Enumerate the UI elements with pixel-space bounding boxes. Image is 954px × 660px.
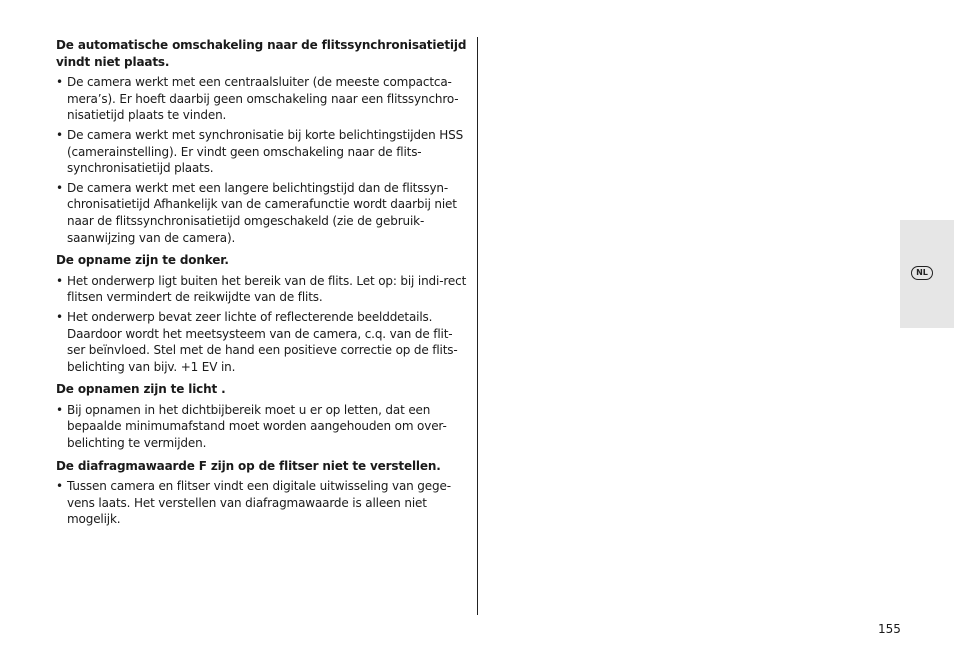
section-heading: De automatische omschakeling naar de flitssynchronisatietijd vindt niet plaats. — [56, 38, 467, 69]
list-item — [56, 180, 468, 246]
list-item-text: Het onderwerp bevat zeer lichte of reflecterende beelddetails. Daardoor wordt het meetsysteem van de camera, c.q. van de flit-ser beïnvloed. Stel met de hand een positieve correctie op de flits-belichting van bijv. +1 EV in. — [67, 309, 458, 374]
list-item-text: Tussen camera en flitser vindt een digitale uitwisseling van gege-vens laats. Het verstellen van diafragmawaarde is alleen niet mogelijk. — [67, 479, 451, 527]
list-item-text: De camera werkt met een langere belichtingstijd dan de flitssyn-chronisatietijd Afhankelijk van de camerafunctie wordt daarbij niet naar de flitssynchronisatietijd omgeschakeld (zie de gebruik-saanwijzing van de camera). — [67, 180, 457, 245]
list-item-text: Bij opnamen in het dichtbijbereik moet u er op letten, dat een bepaalde minimumafstand moet worden aangehouden om over-belichting te vermijden. — [67, 402, 447, 451]
column-divider — [477, 37, 478, 615]
list-item — [56, 74, 468, 124]
bullet-icon: • — [56, 273, 63, 288]
list-item — [56, 478, 468, 528]
text-column — [56, 37, 468, 531]
list-item-text: De camera werkt met synchronisatie bij korte belichtingstijden HSS (camerainstelling). Er vindt geen omschakeling naar de flits-synchronisatietijd plaats. — [67, 127, 464, 176]
section-heading: De diafragmawaarde F zijn op de flitser niet te verstellen. — [56, 458, 441, 473]
list-item-text: De camera werkt met een centraalsluiter (de meeste compactca-mera’s). Er hoeft daarbij geen omschakeling naar een flitssynchro-nisatietijd plaats te vinden. — [67, 75, 459, 123]
section-heading: De opname zijn te donker. — [56, 253, 229, 268]
section-flash-sync — [56, 37, 468, 246]
bullet-icon: • — [56, 309, 63, 324]
bullet-icon: • — [56, 180, 63, 195]
page-number: 155 — [878, 622, 901, 636]
list-item-text: Het onderwerp ligt buiten het bereik van de flits. Let op: bij indi-rect flitsen vermindert de reikwijdte van de flits. — [67, 273, 467, 305]
list-item — [56, 127, 468, 177]
section-too-light — [56, 381, 468, 451]
list-item — [56, 402, 468, 452]
bullet-icon: • — [56, 127, 63, 142]
list-item — [56, 309, 468, 375]
section-too-dark — [56, 252, 468, 375]
list-item — [56, 273, 468, 306]
section-heading: De opnamen zijn te licht . — [56, 382, 226, 397]
bullet-icon: • — [56, 75, 63, 90]
language-badge: NL — [911, 266, 933, 280]
section-aperture — [56, 458, 468, 528]
bullet-icon: • — [56, 479, 63, 494]
bullet-icon: • — [56, 402, 63, 417]
